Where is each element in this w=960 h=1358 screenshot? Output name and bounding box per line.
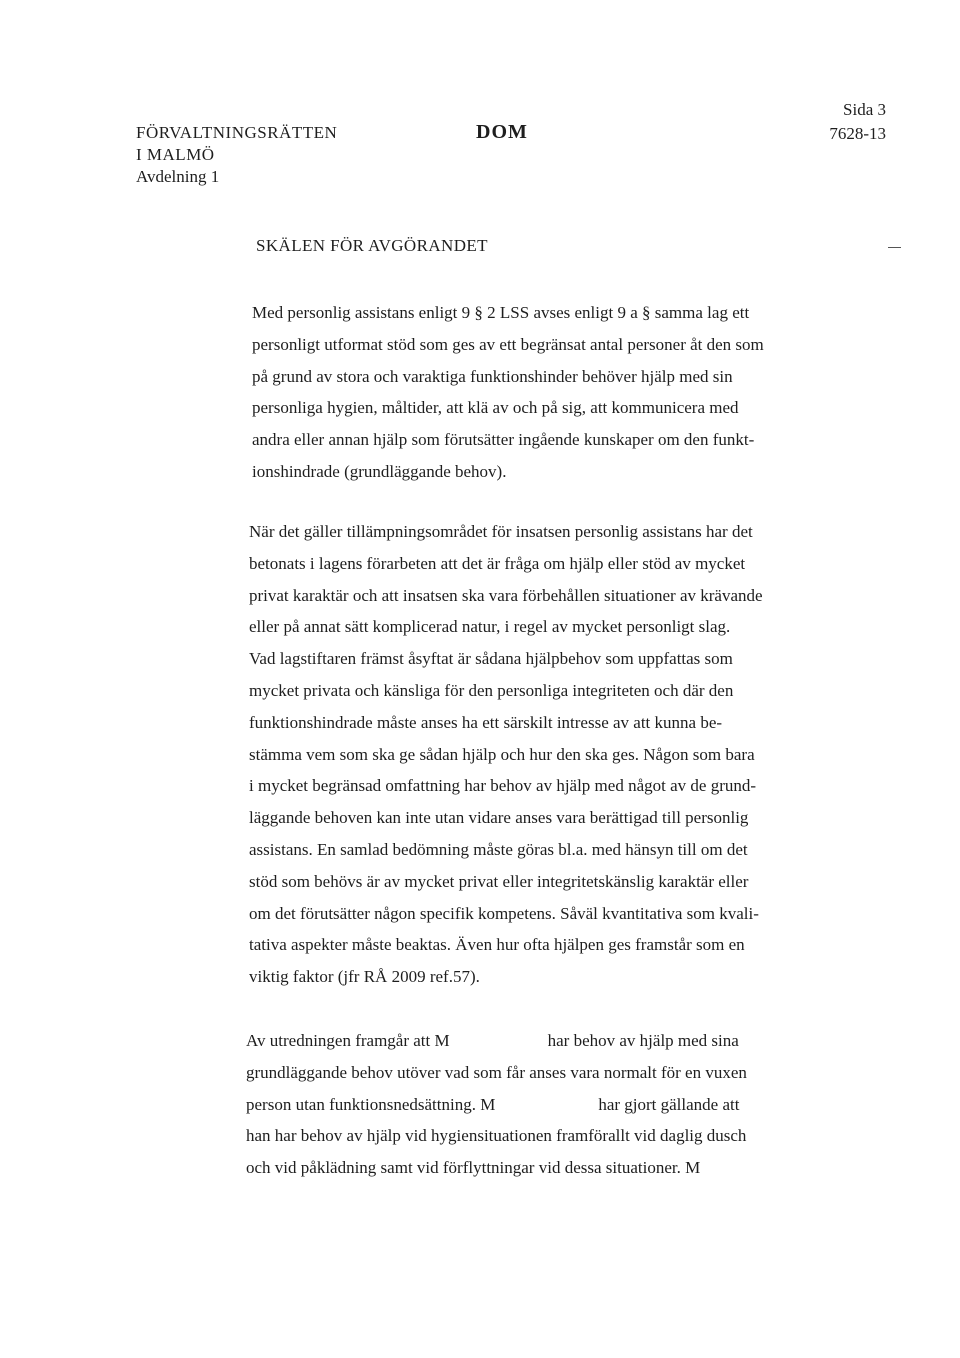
paragraph-line xyxy=(246,1089,747,1121)
paragraph-line xyxy=(246,1025,747,1057)
page-number: Sida 3 xyxy=(843,100,886,119)
paragraph-line: personliga hygien, måltider, att klä av och på sig, att kommunicera med xyxy=(252,398,739,418)
paragraph-line: på grund av stora och varaktiga funktionshinder behöver hjälp med sin xyxy=(252,366,733,386)
paragraph-line: funktionshindrade måste anses ha ett särskilt intresse av att kunna be- xyxy=(249,712,723,732)
paragraph-line: han har behov av hjälp vid hygiensituationen framförallt vid daglig dusch xyxy=(246,1126,747,1146)
paragraph-scope xyxy=(249,516,763,993)
paragraph-line: ionshindrade (grundläggande behov). xyxy=(252,461,507,481)
paragraph-line: i mycket begränsad omfattning har behov av hjälp med något av de grund- xyxy=(249,776,757,796)
line-segment: har behov av hjälp med sina xyxy=(547,1031,739,1050)
paragraph-line: Med personlig assistans enligt 9 § 2 LSS avses enligt 9 a § samma lag ett xyxy=(252,303,750,322)
paragraph-investigation xyxy=(246,1025,747,1184)
court-name-line1: FÖRVALTNINGSRÄTTEN xyxy=(136,123,338,142)
page-info xyxy=(800,98,886,146)
line-segment: Av utredningen framgår att M xyxy=(246,1031,450,1050)
paragraph-line: om det förutsätter någon specifik kompetens. Såväl kvantitativa som kvali- xyxy=(249,903,759,923)
paragraph-line: läggande behoven kan inte utan vidare anses vara berättigad till personlig xyxy=(249,808,749,828)
court-division: Avdelning 1 xyxy=(136,167,220,186)
document-type: DOM xyxy=(476,121,528,143)
margin-mark xyxy=(888,247,901,248)
paragraph-line: och vid påklädning samt vid förflyttningar vid dessa situationer. M xyxy=(246,1158,701,1178)
paragraph-line: När det gäller tillämpningsområdet för insatsen personlig assistans har det xyxy=(249,522,753,541)
paragraph-legal-definition xyxy=(252,297,764,488)
case-number: 7628-13 xyxy=(829,124,886,143)
court-name-line2: I MALMÖ xyxy=(136,145,215,164)
court-header xyxy=(136,122,337,188)
paragraph-line: mycket privata och känsliga för den personliga integriteten och där den xyxy=(249,680,734,700)
paragraph-line: viktig faktor (jfr RÅ 2009 ref.57). xyxy=(249,967,480,987)
paragraph-line: eller på annat sätt komplicerad natur, i regel av mycket personligt slag. xyxy=(249,617,731,637)
paragraph-line: tativa aspekter måste beaktas. Även hur ofta hjälpen ges framstår som en xyxy=(249,935,745,955)
paragraph-line: personligt utformat stöd som ges av ett begränsat antal personer åt den som xyxy=(252,334,764,354)
paragraph-line: stämma vem som ska ge sådan hjälp och hur den ska ges. Någon som bara xyxy=(249,744,755,764)
paragraph-line: Vad lagstiftaren främst åsyftat är sådana hjälpbehov som uppfattas som xyxy=(249,649,733,669)
section-heading: SKÄLEN FÖR AVGÖRANDET xyxy=(256,236,488,255)
line-segment: person utan funktionsnedsättning. M xyxy=(246,1094,496,1114)
paragraph-line: betonats i lagens förarbeten att det är fråga om hjälp eller stöd av mycket xyxy=(249,553,746,573)
paragraph-line: andra eller annan hjälp som förutsätter ingående kunskaper om den funkt- xyxy=(252,430,755,450)
paragraph-line: privat karaktär och att insatsen ska vara förbehållen situationer av krävande xyxy=(249,585,763,605)
paragraph-line: assistans. En samlad bedömning måste göras bl.a. med hänsyn till om det xyxy=(249,839,748,859)
line-segment: har gjort gällande att xyxy=(598,1094,740,1114)
paragraph-line: stöd som behövs är av mycket privat eller integritetskänslig karaktär eller xyxy=(249,871,749,891)
paragraph-line: grundläggande behov utöver vad som får anses vara normalt för en vuxen xyxy=(246,1062,747,1082)
